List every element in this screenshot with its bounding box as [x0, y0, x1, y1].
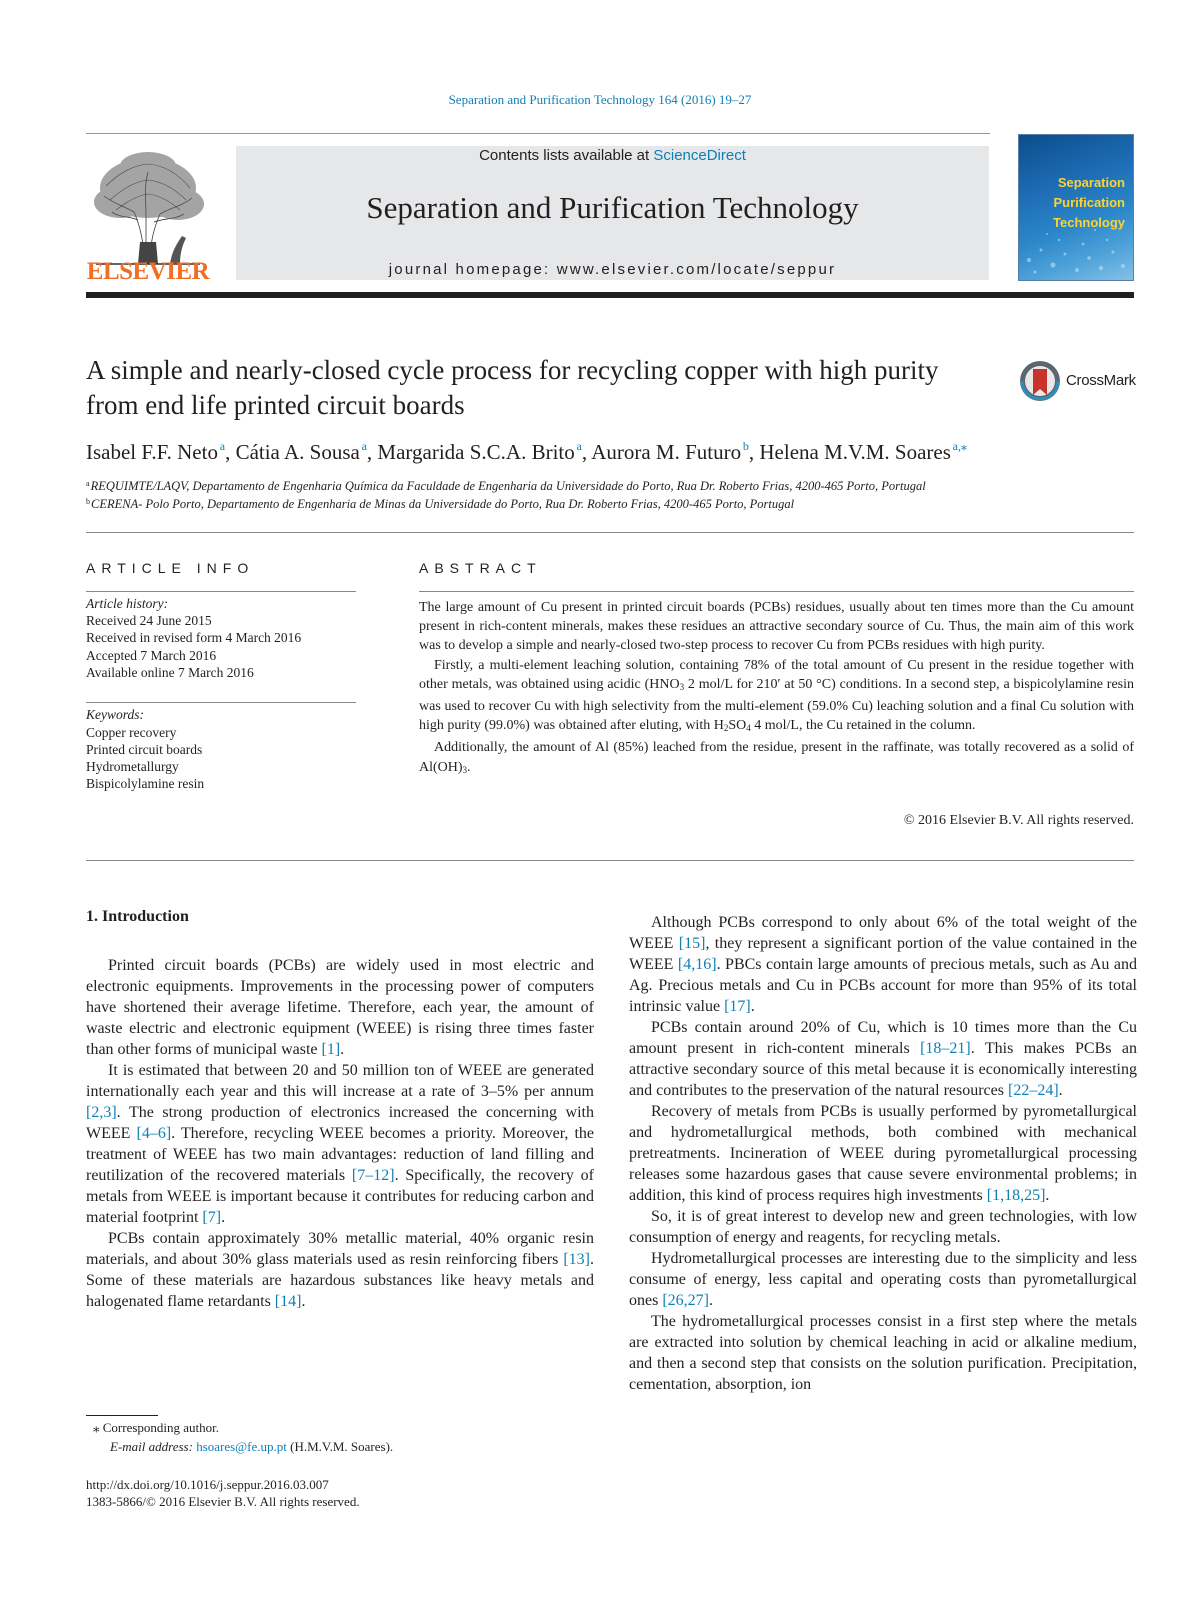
sciencedirect-link[interactable]: ScienceDirect — [653, 147, 746, 164]
history-item: Received in revised form 4 March 2016 — [86, 630, 302, 645]
affiliation-text: REQUIMTE/LAQV, Departamento de Engenharia Química da Faculdade de Engenharia da Universidade do Porto, Rua Dr. Roberto Frias, 4200-465 Porto, Portugal — [90, 479, 926, 493]
affiliation-mark: a — [86, 479, 90, 488]
author-name[interactable]: Aurora M. Futuro — [591, 440, 742, 464]
body-text: The hydrometallurgical processes consist in a first step where the metals are extracted into solution by chemical leaching in acid or alkaline medium, and then a second step that consists on the solution purification. Precipitation, cementation, absorption, ion — [629, 1313, 1137, 1393]
author-affiliation-mark[interactable]: a — [361, 439, 367, 453]
history-label: Article history: — [86, 596, 169, 611]
affiliation — [86, 497, 794, 512]
body-column-right — [629, 912, 1137, 1395]
affiliation-text: CERENA- Polo Porto, Departamento de Engenharia de Minas da Universidade do Porto, Rua Dr. Roberto Frias, 4200-465 Porto, Portugal — [91, 497, 795, 511]
subscript: 2 — [723, 723, 729, 734]
crossmark-label[interactable]: CrossMark — [1066, 372, 1136, 389]
author-name[interactable]: Isabel F.F. Neto — [86, 440, 218, 464]
email-link[interactable]: hsoares@fe.up.pt — [196, 1439, 287, 1454]
body-text: . — [708, 1292, 713, 1309]
body-text: . — [221, 1209, 226, 1226]
author-name[interactable]: Helena M.V.M. Soares — [759, 440, 951, 464]
section-heading: 1. Introduction — [86, 908, 189, 925]
author-name[interactable]: Margarida S.C.A. Brito — [377, 440, 575, 464]
cover-title-line: Purification — [1053, 195, 1125, 210]
history-item: Accepted 7 March 2016 — [86, 648, 217, 663]
citation-link[interactable]: [26,27] — [662, 1292, 709, 1309]
email-note — [110, 1439, 393, 1455]
body-text: . PBCs contain large amounts of precious metals, such as Au and Ag. Precious metals and Cu in PCBs account for more than 95% of its total intrinsic value — [629, 956, 1137, 1015]
body-text: . Therefore, recycling WEEE becomes a priority. Moreover, the treatment of WEEE has two main advantages: reduction of land filling and reutilization of the recovered materials — [86, 1125, 595, 1184]
email-suffix: (H.M.V.M. Soares). — [286, 1439, 394, 1454]
body-text: . The strong production of electronics increased the concerning with WEEE — [86, 1104, 594, 1142]
footnote-divider — [86, 1415, 158, 1416]
keyword: Hydrometallurgy — [86, 759, 179, 774]
cover-title — [1053, 173, 1125, 233]
journal-title: Separation and Purification Technology — [366, 190, 859, 225]
contents-line — [236, 147, 989, 164]
citation-link[interactable]: [1,18,25] — [986, 1187, 1046, 1204]
keywords-label: Keywords: — [86, 707, 144, 722]
abstract-text: . — [467, 759, 471, 775]
history-item: Received 24 June 2015 — [86, 613, 212, 628]
citation-link[interactable]: [14] — [274, 1293, 302, 1310]
body-text: . — [1058, 1082, 1063, 1099]
journal-homepage[interactable]: journal homepage: www.elsevier.com/locate/seppur — [388, 261, 837, 278]
body-text: Although PCBs correspond to only about 6% of the total weight of the WEEE — [629, 914, 1137, 952]
body-text: PCBs contain around 20% of Cu, which is 10 times more than the Cu amount present in rich-content minerals — [629, 1019, 1137, 1057]
keyword: Copper recovery — [86, 725, 177, 740]
citation-link[interactable]: [1] — [321, 1041, 341, 1058]
keywords-divider — [86, 702, 356, 703]
journal-citation[interactable]: Separation and Purification Technology 164 (2016) 19–27 — [448, 92, 752, 107]
abstract-text: 2 mol/L for 210′ at 50 °C) conditions. In a second step, a bispicolylamine resin was used to recover Cu with high selectivity from the multi-element (59.0% Cu) leaching solution and a final Cu solution with high purity (99.0%) was obtained after eluting, with H — [419, 676, 1134, 734]
citation-link[interactable]: [13] — [563, 1251, 590, 1268]
article-title: A simple and nearly-closed cycle process for recycling copper with high purity from end life printed circuit boards — [86, 355, 939, 420]
author-affiliation-mark[interactable]: a,⁎ — [952, 439, 967, 453]
cover-title-line: Separation — [1057, 175, 1125, 190]
body-paragraph — [86, 955, 594, 1060]
issn-copyright: 1383-5866/© 2016 Elsevier B.V. All rights reserved. — [86, 1494, 360, 1509]
abstract-paragraph — [419, 738, 1134, 779]
author-affiliation-mark[interactable]: a — [576, 439, 582, 453]
body-text: Hydrometallurgical processes are interesting due to the simplicity and less consume of energy, less capital and operating costs than pyrometallurgical ones — [629, 1250, 1137, 1309]
abstract-text: SO — [728, 718, 747, 734]
elsevier-wordmark: ELSEVIER — [86, 258, 210, 285]
author-affiliation-mark[interactable]: a — [219, 439, 226, 453]
keyword: Bispicolylamine resin — [86, 776, 205, 791]
citation-link[interactable]: [4–6] — [136, 1125, 172, 1142]
body-text: It is estimated that between 20 and 50 million ton of WEEE are generated internationally each year and this will increase at a rate of 3–5% per annum — [86, 1062, 594, 1100]
keyword: Printed circuit boards — [86, 742, 203, 757]
body-paragraph — [629, 1248, 1137, 1311]
header-thick-divider — [86, 292, 1134, 298]
abstract-paragraph — [419, 656, 1134, 739]
body-paragraph — [86, 1228, 594, 1312]
email-label: E-mail address: — [110, 1439, 197, 1454]
citation-link[interactable]: [2,3] — [86, 1104, 117, 1121]
body-text: . — [301, 1293, 306, 1310]
article-info-heading: ARTICLE INFO — [86, 560, 255, 576]
abstract-text: 4 mol/L, the Cu retained in the column. — [750, 718, 976, 734]
cover-title-line: Technology — [1053, 215, 1125, 230]
body-column-left — [86, 955, 594, 1312]
journal-cover-image — [1018, 134, 1134, 281]
body-text: . — [340, 1041, 345, 1058]
affiliation-divider — [86, 532, 1134, 533]
header-divider — [86, 133, 990, 134]
citation-link[interactable]: [7] — [202, 1209, 222, 1226]
body-text: . This makes PCBs an attractive secondary source of this metal because it is economically interesting and contributes to the preservation of the natural resources — [629, 1040, 1137, 1099]
body-paragraph — [629, 1311, 1137, 1395]
body-text: . Some of these materials are hazardous substances like heavy metals and halogenated flame retardants — [86, 1251, 594, 1310]
abstract-copyright: © 2016 Elsevier B.V. All rights reserved. — [903, 813, 1134, 828]
doi-link[interactable]: http://dx.doi.org/10.1016/j.seppur.2016.03.007 — [86, 1477, 329, 1492]
article-info-divider — [86, 591, 356, 592]
citation-link[interactable]: [18–21] — [920, 1040, 971, 1057]
author-list: Isabel F.F. Neto $^a$, Cátia A. Sousa $^a$, Margarida S.C.A. Brito $^a$, Aurora M. Futuro $^b$, Helena M.V.M. Soares $^{a,⁎}$ — [86, 439, 967, 464]
body-text: , they represent a significant portion of the value contained in the WEEE — [629, 935, 1138, 973]
abstract-divider — [419, 591, 1134, 592]
author-name[interactable]: Cátia A. Sousa — [235, 440, 360, 464]
affiliation-mark: b — [86, 497, 90, 506]
body-text: . — [750, 998, 755, 1015]
body-paragraph — [86, 1060, 594, 1228]
body-text: . — [1045, 1187, 1050, 1204]
citation-link[interactable]: [7–12] — [351, 1167, 395, 1184]
abstract-body — [419, 598, 1134, 780]
body-paragraph — [629, 1017, 1137, 1101]
contents-prefix: Contents lists available at — [479, 147, 654, 164]
body-paragraph — [629, 1101, 1137, 1206]
citation-link[interactable]: [22–24] — [1007, 1082, 1059, 1099]
subscript: 3 — [462, 764, 468, 775]
subscript: 4 — [746, 723, 751, 734]
body-text: So, it is of great interest to develop new and green technologies, with low consumption of energy and reagents, for recycling metals. — [629, 1208, 1137, 1246]
citation-link[interactable]: [15] — [678, 935, 706, 952]
citation-link[interactable]: [17] — [724, 998, 751, 1015]
body-paragraph — [629, 1206, 1137, 1248]
body-text: Recovery of metals from PCBs is usually performed by pyrometallurgical and hydrometallurgical methods, both combined with mechanical pretreatments. Incineration of WEEE during pyrometallurgical processing releases some hazardous gases that cause severe environmental problems; in addition, this kind of process requires high investments — [629, 1103, 1137, 1204]
history-item: Available online 7 March 2016 — [86, 665, 254, 680]
abstract-text: Additionally, the amount of Al (85%) leached from the residue, present in the raffinate, was totally recovered as a solid of Al(OH) — [419, 740, 1134, 775]
affiliation — [86, 479, 926, 494]
body-divider — [86, 860, 1134, 861]
abstract-text: Firstly, a multi-element leaching solution, containing 78% of the total amount of Cu present in the residue together with other metals, was obtained using acidic (HNO — [419, 657, 1134, 692]
body-text: PCBs contain approximately 30% metallic material, 40% organic resin materials, and about 30% glass materials used as resin reinforcing fibers — [86, 1230, 594, 1268]
abstract-heading: ABSTRACT — [419, 560, 542, 576]
author-affiliation-mark[interactable]: b — [742, 439, 749, 453]
body-text: . Specifically, the recovery of metals from WEEE is important because it contributes for reducing carbon and material footprint — [86, 1167, 594, 1226]
subscript: 3 — [679, 681, 685, 692]
body-text: Printed circuit boards (PCBs) are widely used in most electric and electronic equipments. Improvements in the processing power of computers have shortened their average lifetime. Therefore, each year, the amount of waste electric and electronic equipment (WEEE) is rising three times faster than other forms of municipal waste — [86, 957, 594, 1058]
citation-link[interactable]: [4,16] — [677, 956, 717, 973]
corresponding-author-note: ⁎ Corresponding author. — [93, 1420, 220, 1435]
abstract-paragraph: The large amount of Cu present in printed circuit boards (PCBs) residues, usually about ten times more than the Cu amount present in rich-content minerals, makes these residues an attractive secondary source of Cu. Thus, the main aim of this work was to develop a simple and nearly-closed two-step process to recover Cu from PCBs residues with high purity. — [419, 600, 1134, 654]
body-paragraph — [629, 912, 1137, 1017]
